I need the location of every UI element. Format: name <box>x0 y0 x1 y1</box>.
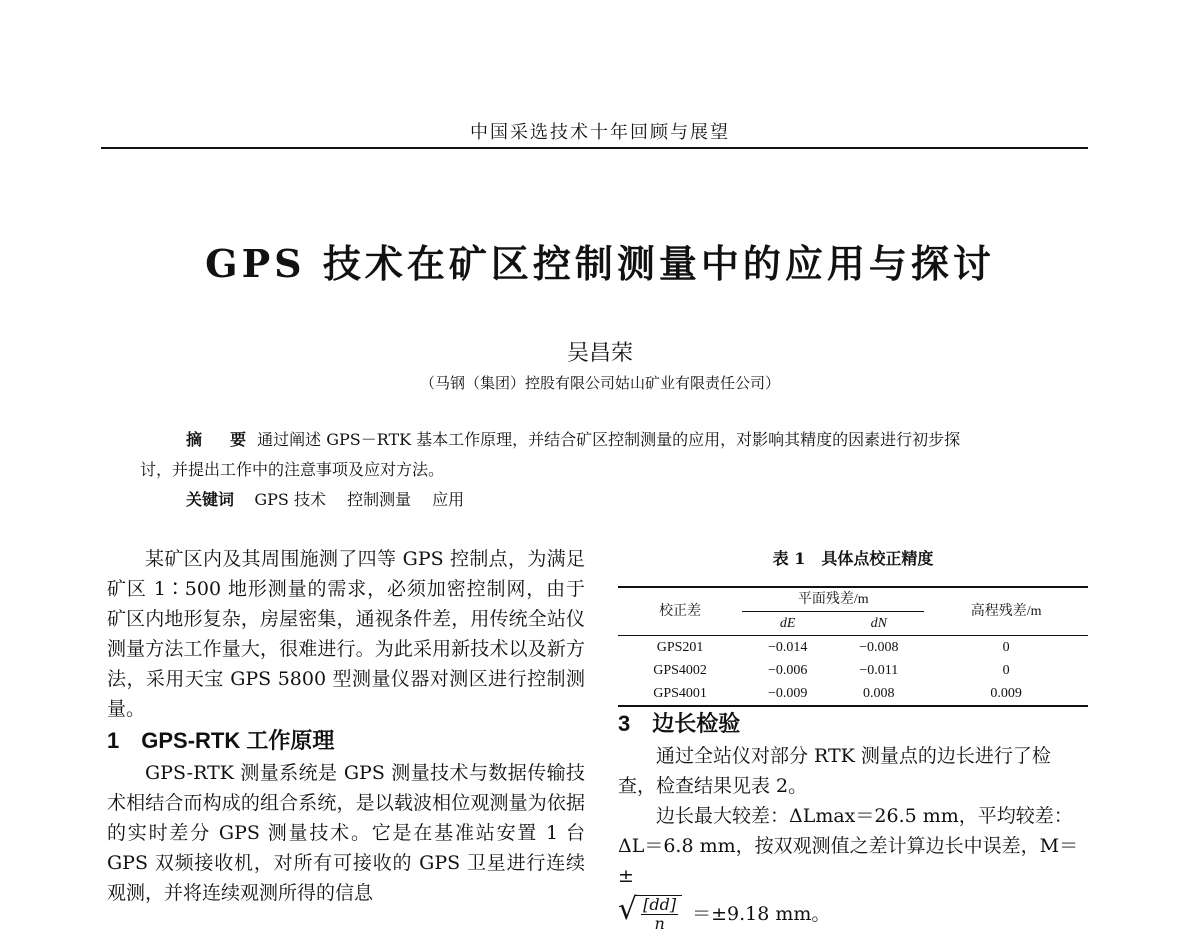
keywords-line <box>140 485 1065 515</box>
abstract-line2: 讨，并提出工作中的注意事项及应对方法。 <box>140 460 445 479</box>
col-height-header: 高程残差/m <box>924 587 1088 636</box>
running-header: 中国采选技术十年回顾与展望 <box>470 122 730 143</box>
cell-height: 0 <box>1002 640 1010 655</box>
sqrt-symbol <box>618 892 682 933</box>
cell-point: GPS4002 <box>653 663 707 678</box>
section3-paragraph2: 边长最大较差：ΔLmax＝26.5 mm，平均较差：ΔL＝6.8 mm，按双观测值之差计算边长中误差，M＝± <box>618 805 1079 887</box>
intro-paragraph: 某矿区内及其周围施测了四等 GPS 控制点，为满足矿区 1∶500 地形测量的需求，必须加密控制网，由于矿区内地形复杂，房屋密集，通视条件差，用传统全站仪测量方法工作量大，很难进行。为此采用新技术以及新方法，采用天宝 GPS 5800 型测量仪器对测区进行控制测量。 <box>107 548 585 720</box>
cell-point: GPS201 <box>656 640 704 655</box>
cell-height: 0.009 <box>924 682 1088 706</box>
rms-formula <box>618 892 1088 933</box>
paper-title: GPS 技术在矿区控制测量中的应用与探讨 <box>205 241 995 286</box>
abstract-text1: 通过阐述 GPS－RTK 基本工作原理，并结合矿区控制测量的应用，对影响其精度的因素进行初步探 <box>257 430 961 449</box>
cell-dn: 0.008 <box>833 682 924 706</box>
keyword: 应用 <box>432 490 465 509</box>
cell-de: −0.009 <box>742 682 833 706</box>
col-dn-header: dN <box>833 612 924 636</box>
col-plane-header: 平面残差/m <box>742 587 924 612</box>
keyword: GPS 技术 <box>254 490 326 509</box>
formula-denominator: n <box>654 914 665 933</box>
author-affiliation: （马钢（集团）控股有限公司姑山矿业有限责任公司） <box>419 374 780 392</box>
table1-caption: 表 1 具体点校正精度 <box>772 549 934 568</box>
col-de-header: dE <box>742 612 833 636</box>
formula-numerator: [dd] <box>643 895 677 914</box>
table-row <box>618 636 1088 660</box>
right-column <box>618 544 1088 933</box>
section1-heading: 1 GPS-RTK 工作原理 <box>107 728 335 753</box>
table-row <box>618 682 1088 706</box>
col-point-header: 校正差 <box>618 587 742 636</box>
table1 <box>618 586 1088 707</box>
abstract-line1 <box>140 425 1065 455</box>
header-rule <box>101 147 1088 149</box>
abstract-label: 摘 要 <box>186 430 253 449</box>
formula-result: ＝±9.18 mm。 <box>692 903 831 925</box>
table-row <box>618 659 1088 682</box>
cell-point: GPS4001 <box>618 682 742 706</box>
cell-height: 0 <box>1002 663 1010 678</box>
cell-dn: −0.011 <box>859 663 899 678</box>
abstract <box>140 425 1065 515</box>
radical-sign: √ <box>618 892 638 927</box>
cell-dn: −0.008 <box>859 640 899 655</box>
section3-heading: 3 边长检验 <box>618 711 741 736</box>
section3-paragraph1: 通过全站仪对部分 RTK 测量点的边长进行了检查，检查结果见表 2。 <box>618 745 1051 797</box>
left-column <box>107 544 585 908</box>
section1-paragraph: GPS-RTK 测量系统是 GPS 测量技术与数据传输技术相结合而构成的组合系统，是以载波相位观测量为依据的实时差分 GPS 测量技术。它是在基准站安置 1 台 GPS 双频接收机，对所有可接收的 GPS 卫星进行连续观测，并将连续观测所得的信息 <box>107 762 585 904</box>
paper-author: 吴昌荣 <box>566 341 633 366</box>
keywords-label: 关键词 <box>186 490 235 509</box>
keyword: 控制测量 <box>347 490 412 509</box>
cell-de: −0.014 <box>767 640 808 655</box>
cell-de: −0.006 <box>767 663 808 678</box>
formula-fraction <box>637 895 682 933</box>
